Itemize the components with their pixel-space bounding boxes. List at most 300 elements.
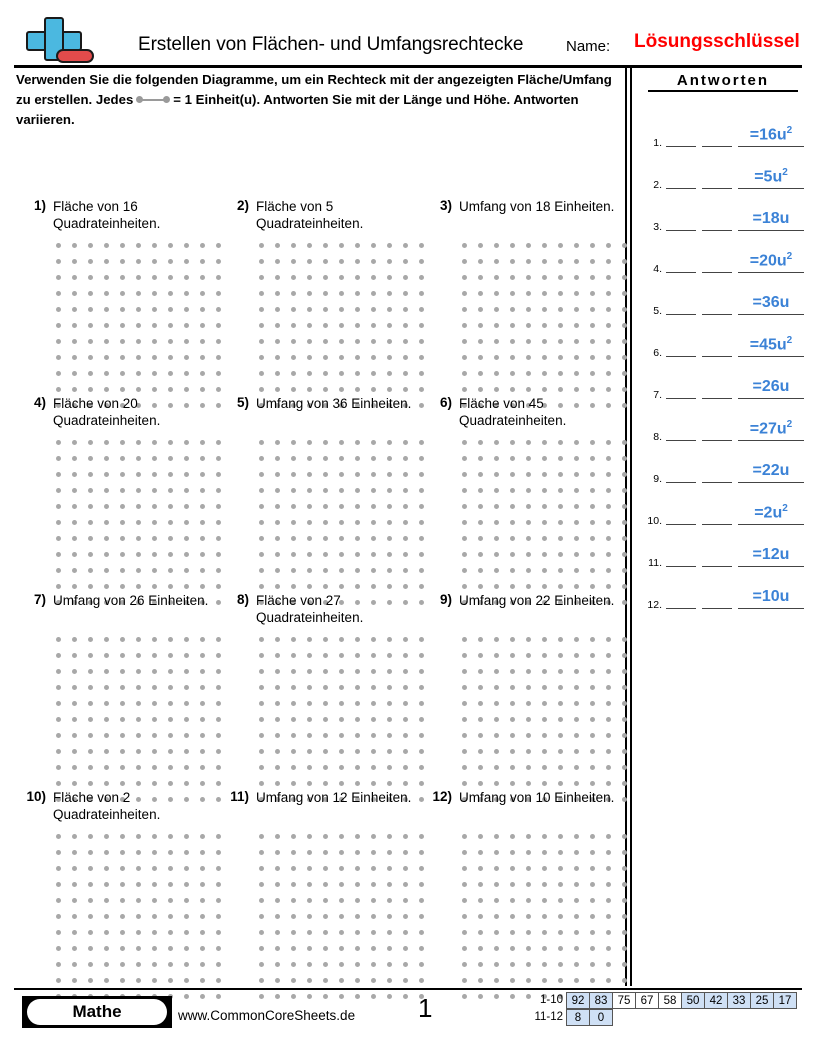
grid-dot [291, 568, 296, 573]
grid-dot [462, 440, 467, 445]
grid-dot [323, 552, 328, 557]
grid-dot [184, 323, 189, 328]
grid-dot [104, 323, 109, 328]
grid-dot [259, 339, 264, 344]
answer-blank-height[interactable] [702, 272, 732, 273]
grid-dot [323, 456, 328, 461]
grid-dot [355, 275, 360, 280]
grid-dot [558, 669, 563, 674]
dot-grid[interactable] [462, 834, 638, 1010]
grid-dot [259, 733, 264, 738]
grid-dot [307, 552, 312, 557]
grid-dot [72, 850, 77, 855]
grid-dot [542, 685, 547, 690]
grid-dot [355, 536, 360, 541]
dot-grid[interactable] [259, 243, 435, 419]
dot-grid[interactable] [259, 834, 435, 1010]
grid-dot [403, 387, 408, 392]
grid-dot [558, 504, 563, 509]
grid-dot [478, 275, 483, 280]
answer-value: $=20u^2$ [749, 250, 793, 269]
grid-dot [494, 275, 499, 280]
grid-dot [291, 637, 296, 642]
grid-dot [558, 387, 563, 392]
grid-dot [104, 717, 109, 722]
answer-blank-length[interactable] [666, 314, 696, 315]
grid-dot [291, 339, 296, 344]
answer-value: $=45u^2$ [749, 334, 793, 353]
grid-dot [136, 243, 141, 248]
grid-dot [56, 930, 61, 935]
answer-exponent: 2 [786, 124, 793, 136]
grid-dot [88, 456, 93, 461]
grid-dot [72, 866, 77, 871]
grid-dot [462, 749, 467, 754]
grid-dot [136, 568, 141, 573]
grid-dot [606, 962, 611, 967]
grid-dot [291, 749, 296, 754]
grid-dot [136, 355, 141, 360]
grid-dot [152, 472, 157, 477]
grid-dot [307, 568, 312, 573]
grid-dot [542, 488, 547, 493]
grid-dot [56, 584, 61, 589]
grid-dot [494, 930, 499, 935]
grid-dot [574, 440, 579, 445]
grid-dot [72, 914, 77, 919]
grid-dot [606, 781, 611, 786]
grid-dot [72, 584, 77, 589]
grid-dot [606, 307, 611, 312]
grid-dot [462, 898, 467, 903]
grid-dot [88, 307, 93, 312]
grid-dot [104, 834, 109, 839]
grid-dot [526, 259, 531, 264]
grid-dot [558, 552, 563, 557]
grid-dot [371, 637, 376, 642]
grid-dot [259, 669, 264, 674]
grid-dot [355, 962, 360, 967]
grid-dot [558, 765, 563, 770]
grid-dot [510, 701, 515, 706]
grid-dot [355, 946, 360, 951]
grid-dot [72, 637, 77, 642]
grid-dot [478, 323, 483, 328]
grid-dot [323, 669, 328, 674]
grid-dot [259, 914, 264, 919]
grid-dot [462, 653, 467, 658]
grid-dot [371, 275, 376, 280]
grid-dot [104, 259, 109, 264]
grid-dot [72, 882, 77, 887]
grid-dot [56, 568, 61, 573]
grid-dot [622, 685, 627, 690]
dot-line-dot-unit-icon [136, 95, 170, 104]
grid-dot [542, 307, 547, 312]
grid-dot [307, 584, 312, 589]
score-range-label: 1-10 [539, 994, 563, 1006]
grid-dot [104, 243, 109, 248]
dot-grid[interactable] [56, 440, 232, 616]
answer-blank-length[interactable] [666, 146, 696, 147]
grid-dot [526, 866, 531, 871]
grid-dot [291, 584, 296, 589]
answer-blank-length[interactable] [666, 272, 696, 273]
grid-dot [200, 243, 205, 248]
grid-dot [355, 440, 360, 445]
answer-blank-height[interactable] [702, 398, 732, 399]
grid-dot [291, 946, 296, 951]
grid-dot [120, 440, 125, 445]
grid-dot [590, 568, 595, 573]
answer-blank-height[interactable] [702, 230, 732, 231]
grid-dot [275, 850, 280, 855]
grid-dot [104, 765, 109, 770]
grid-dot [462, 781, 467, 786]
grid-dot [526, 685, 531, 690]
answer-blank-length[interactable] [666, 230, 696, 231]
grid-dot [622, 275, 627, 280]
grid-dot [200, 749, 205, 754]
answer-blank-length[interactable] [666, 566, 696, 567]
grid-dot [120, 291, 125, 296]
grid-dot [387, 387, 392, 392]
dot-grid[interactable] [259, 440, 435, 616]
answer-blank-height[interactable] [702, 566, 732, 567]
score-cell: 75 [612, 992, 636, 1009]
grid-dot [152, 339, 157, 344]
grid-dot [184, 536, 189, 541]
grid-dot [72, 440, 77, 445]
grid-dot [200, 717, 205, 722]
grid-dot [606, 653, 611, 658]
grid-dot [168, 669, 173, 674]
score-cell: 67 [635, 992, 659, 1009]
answer-value-underline [738, 482, 804, 483]
answer-value-underline [738, 440, 804, 441]
answer-key-row [640, 368, 806, 402]
grid-dot [56, 749, 61, 754]
grid-dot [275, 568, 280, 573]
dot-grid[interactable] [56, 834, 232, 1010]
grid-dot [478, 488, 483, 493]
grid-dot [355, 504, 360, 509]
grid-dot [542, 898, 547, 903]
grid-dot [275, 882, 280, 887]
answer-blank-height[interactable] [702, 608, 732, 609]
answer-blank-length[interactable] [666, 398, 696, 399]
problem-item [16, 395, 212, 592]
grid-dot [168, 850, 173, 855]
grid-dot [200, 568, 205, 573]
dot-grid[interactable] [56, 637, 232, 813]
grid-dot [323, 850, 328, 855]
grid-dot [403, 850, 408, 855]
grid-dot [307, 994, 312, 999]
problem-text: Umfang von 12 Einheiten. [256, 790, 412, 805]
grid-dot [355, 866, 360, 871]
grid-dot [120, 914, 125, 919]
grid-dot [323, 898, 328, 903]
grid-dot [259, 504, 264, 509]
grid-dot [355, 456, 360, 461]
grid-dot [387, 733, 392, 738]
grid-dot [291, 962, 296, 967]
grid-dot [88, 584, 93, 589]
grid-dot [152, 914, 157, 919]
grid-dot [387, 307, 392, 312]
answer-blank-height[interactable] [702, 314, 732, 315]
grid-dot [403, 323, 408, 328]
answer-blank-length[interactable] [666, 440, 696, 441]
grid-dot [168, 371, 173, 376]
grid-dot [104, 307, 109, 312]
grid-dot [339, 637, 344, 642]
grid-dot [574, 552, 579, 557]
grid-dot [184, 387, 189, 392]
grid-dot [184, 978, 189, 983]
grid-dot [403, 472, 408, 477]
grid-dot [355, 978, 360, 983]
grid-dot [590, 898, 595, 903]
grid-dot [56, 552, 61, 557]
grid-dot [168, 339, 173, 344]
grid-dot [120, 387, 125, 392]
answer-blank-height[interactable] [702, 524, 732, 525]
grid-dot [104, 355, 109, 360]
grid-dot [558, 898, 563, 903]
grid-dot [259, 488, 264, 493]
grid-dot [104, 850, 109, 855]
grid-dot [184, 866, 189, 871]
grid-dot [574, 355, 579, 360]
grid-dot [120, 504, 125, 509]
grid-dot [56, 307, 61, 312]
grid-dot [355, 669, 360, 674]
grid-dot [355, 834, 360, 839]
grid-dot [291, 307, 296, 312]
grid-dot [259, 456, 264, 461]
answer-blank-height[interactable] [702, 188, 732, 189]
grid-dot [574, 291, 579, 296]
grid-dot [120, 781, 125, 786]
grid-dot [510, 472, 515, 477]
grid-dot [355, 323, 360, 328]
grid-dot [622, 456, 627, 461]
grid-dot [371, 339, 376, 344]
grid-dot [558, 440, 563, 445]
grid-dot [403, 701, 408, 706]
grid-dot [88, 882, 93, 887]
grid-dot [558, 685, 563, 690]
grid-dot [104, 781, 109, 786]
grid-dot [526, 930, 531, 935]
grid-dot [371, 568, 376, 573]
problem-text: Fläche von 45 Quadrateinheiten. [459, 396, 567, 428]
grid-dot [558, 339, 563, 344]
grid-dot [72, 930, 77, 935]
grid-dot [275, 520, 280, 525]
answer-key-row [640, 410, 806, 444]
grid-dot [168, 898, 173, 903]
grid-dot [478, 504, 483, 509]
answer-blank-height[interactable] [702, 482, 732, 483]
grid-dot [355, 568, 360, 573]
grid-dot [339, 355, 344, 360]
answer-key-row [640, 578, 806, 612]
grid-dot [590, 882, 595, 887]
grid-dot [355, 488, 360, 493]
grid-dot [355, 371, 360, 376]
dot-grid[interactable] [462, 440, 638, 616]
grid-dot [355, 259, 360, 264]
grid-dot [526, 978, 531, 983]
grid-dot [462, 994, 467, 999]
grid-dot [168, 355, 173, 360]
grid-dot [494, 387, 499, 392]
grid-dot [275, 930, 280, 935]
grid-dot [88, 520, 93, 525]
answer-exponent: 2 [782, 502, 788, 514]
grid-dot [510, 371, 515, 376]
grid-dot [323, 930, 328, 935]
grid-dot [307, 504, 312, 509]
dot-grid[interactable] [259, 637, 435, 813]
grid-dot [526, 733, 531, 738]
grid-dot [542, 882, 547, 887]
grid-dot [168, 637, 173, 642]
grid-dot [339, 440, 344, 445]
answer-blank-height[interactable] [702, 440, 732, 441]
grid-dot [462, 259, 467, 264]
grid-dot [168, 834, 173, 839]
grid-dot [403, 355, 408, 360]
grid-dot [275, 978, 280, 983]
grid-dot [606, 850, 611, 855]
grid-dot [387, 520, 392, 525]
grid-dot [462, 701, 467, 706]
grid-dot [136, 504, 141, 509]
grid-dot [88, 749, 93, 754]
answer-blank-height[interactable] [702, 146, 732, 147]
grid-dot [323, 472, 328, 477]
grid-dot [120, 355, 125, 360]
grid-dot [510, 536, 515, 541]
grid-dot [275, 275, 280, 280]
grid-dot [355, 765, 360, 770]
grid-dot [339, 307, 344, 312]
grid-dot [510, 259, 515, 264]
grid-dot [152, 749, 157, 754]
answer-blank-length[interactable] [666, 608, 696, 609]
grid-dot [275, 653, 280, 658]
grid-dot [403, 653, 408, 658]
grid-dot [259, 685, 264, 690]
grid-dot [275, 536, 280, 541]
grid-dot [72, 701, 77, 706]
answer-blank-length[interactable] [666, 482, 696, 483]
grid-dot [558, 488, 563, 493]
grid-dot [574, 685, 579, 690]
grid-dot [387, 504, 392, 509]
grid-dot [168, 765, 173, 770]
grid-dot [88, 259, 93, 264]
grid-dot [403, 685, 408, 690]
grid-dot [622, 962, 627, 967]
answer-blank-height[interactable] [702, 356, 732, 357]
grid-dot [136, 834, 141, 839]
grid-dot [339, 456, 344, 461]
grid-dot [462, 850, 467, 855]
grid-dot [120, 669, 125, 674]
grid-dot [136, 882, 141, 887]
grid-dot [323, 749, 328, 754]
grid-dot [136, 584, 141, 589]
grid-dot [152, 882, 157, 887]
grid-dot [72, 504, 77, 509]
grid-dot [371, 440, 376, 445]
score-cell: 8 [566, 1009, 590, 1026]
grid-dot [120, 946, 125, 951]
grid-dot [323, 243, 328, 248]
grid-dot [307, 882, 312, 887]
dot-grid[interactable] [56, 243, 232, 419]
grid-dot [72, 355, 77, 360]
answer-blank-length[interactable] [666, 356, 696, 357]
grid-dot [339, 275, 344, 280]
grid-dot [184, 717, 189, 722]
grid-dot [355, 685, 360, 690]
grid-dot [259, 781, 264, 786]
grid-dot [307, 291, 312, 296]
grid-dot [291, 488, 296, 493]
grid-dot [590, 653, 595, 658]
grid-dot [291, 275, 296, 280]
grid-dot [184, 307, 189, 312]
grid-dot [355, 355, 360, 360]
problem-number: 8) [236, 592, 249, 607]
grid-dot [606, 717, 611, 722]
grid-dot [371, 685, 376, 690]
grid-dot [606, 243, 611, 248]
answer-blank-length[interactable] [666, 188, 696, 189]
grid-dot [403, 568, 408, 573]
answer-number: 5. [653, 305, 662, 317]
answer-number: 3. [653, 221, 662, 233]
grid-dot [323, 866, 328, 871]
grid-dot [558, 946, 563, 951]
grid-dot [104, 488, 109, 493]
grid-dot [590, 520, 595, 525]
grid-dot [622, 584, 627, 589]
answer-blank-length[interactable] [666, 524, 696, 525]
grid-dot [200, 291, 205, 296]
dot-grid[interactable] [462, 637, 638, 813]
grid-dot [152, 834, 157, 839]
grid-dot [590, 749, 595, 754]
problem-text: Fläche von 27 Quadrateinheiten. [256, 593, 364, 625]
grid-dot [152, 323, 157, 328]
dot-grid[interactable] [462, 243, 638, 419]
grid-dot [371, 371, 376, 376]
grid-dot [88, 834, 93, 839]
grid-dot [72, 946, 77, 951]
grid-dot [259, 371, 264, 376]
grid-dot [574, 456, 579, 461]
grid-dot [168, 930, 173, 935]
grid-dot [542, 749, 547, 754]
grid-dot [56, 536, 61, 541]
